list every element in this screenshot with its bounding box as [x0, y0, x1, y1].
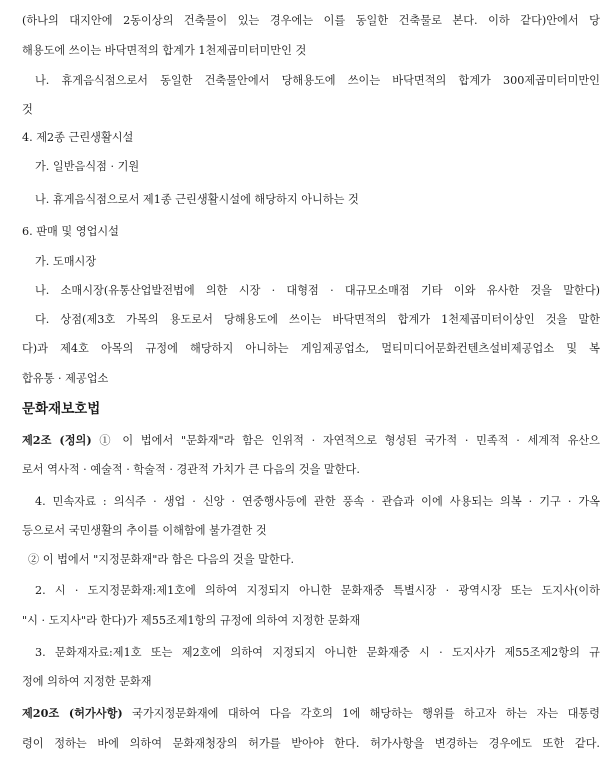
text-line: 정에 의하여 지정한 문화재 [22, 675, 152, 688]
article-label: 제20조 (허가사항) [22, 706, 123, 720]
text-line: 4. 민속자료 : 의식주 · 생업 · 신앙 · 연중행사등에 관한 풍속 · 관습과 이에 사용되는 의복 · 기구 · 가옥 [35, 495, 600, 508]
text-line: 2. 시 · 도지정문화재:제1호에 의하여 지정되지 아니한 문화재중 특별시장 · 광역시장 또는 도지사(이하 [35, 584, 600, 597]
text-line: 가. 일반음식점 · 기원 [35, 160, 140, 173]
text-line: 로서 역사적 · 예술적 · 학술적 · 경관적 가치가 큰 다음의 것을 말한다. [22, 463, 360, 476]
text-line: 령이 정하는 바에 의하여 문화재청장의 허가를 받아야 한다. 허가사항을 변경하는 경우에도 또한 같다. [22, 737, 600, 750]
text-line: ② 이 법에서 "지정문화재"라 함은 다음의 것을 말한다. [28, 553, 295, 566]
section-heading: 4. 제2종 근린생활시설 [22, 131, 134, 144]
text-line: 등으로서 국민생활의 추이를 이해함에 불가결한 것 [22, 524, 267, 537]
text-line: 다)과 제4호 아목의 규정에 해당하지 아니하는 게임제공업소, 멀티미디어문화컨텐츠설비제공업소 및 복 [22, 342, 600, 355]
text-line: 3. 문화재자료:제1호 또는 제2호에 의하여 지정되지 아니한 문화재중 시 · 도지사가 제55조제2항의 규 [35, 646, 600, 659]
section-heading: 6. 판매 및 영업시설 [22, 225, 119, 238]
text-line: 것 [22, 103, 33, 116]
text-line: 합유통 · 제공업소 [22, 372, 109, 385]
article-line [22, 433, 600, 448]
text-line: 나. 휴게음식점으로서 동일한 건축물안에서 당해용도에 쓰이는 바닥면적의 합계가 300제곱미터미만인 [35, 74, 600, 87]
article-label: 제2조 (정의) [22, 433, 92, 447]
law-title: 문화재보호법 [22, 401, 101, 417]
text-line: 가. 도매시장 [35, 255, 97, 268]
text-line: 나. 소매시장(유통산업발전법에 의한 시장 · 대형점 · 대규모소매점 기타 이와 유사한 것을 말한다) [35, 284, 600, 297]
article-text: 국가지정문화재에 대하여 다음 각호의 1에 해당하는 행위를 하고자 하는 자는 대통령 [122, 707, 600, 720]
text-line: 다. 상점(제3호 가목의 용도로서 당해용도에 쓰이는 바닥면적의 합계가 1천제곱미터이상인 것을 말한 [35, 313, 600, 326]
text-line: (하나의 대지안에 2동이상의 건축물이 있는 경우에는 이를 동일한 건축물로 본다. 이하 같다)안에서 당 [22, 14, 600, 27]
text-line: 해용도에 쓰이는 바닥면적의 합계가 1천제곱미터미만인 것 [22, 44, 307, 57]
text-line: "시 · 도지사"라 한다)가 제55조제1항의 규정에 의하여 지정한 문화재 [22, 614, 361, 627]
text-line: 나. 휴게음식점으로서 제1종 근린생활시설에 해당하지 아니하는 것 [35, 193, 359, 206]
article-text: ① 이 법에서 "문화재"라 함은 인위적 · 자연적으로 형성된 국가적 · 민족적 · 세계적 유산으 [91, 434, 600, 447]
article-line [22, 706, 600, 721]
